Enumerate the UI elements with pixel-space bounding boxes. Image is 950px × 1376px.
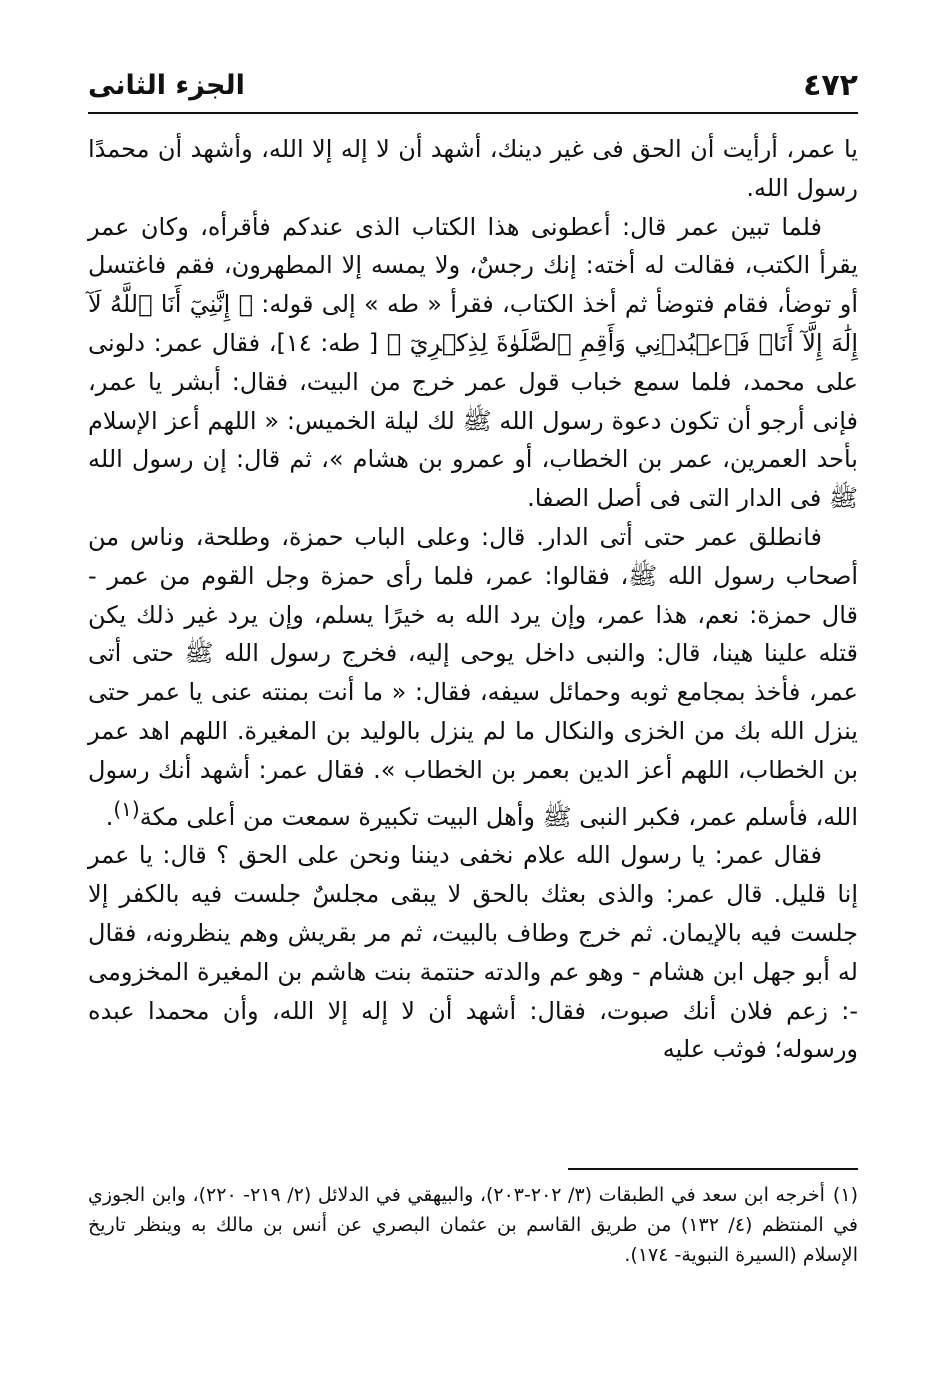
footnote-mark: (١) <box>832 1184 858 1206</box>
paragraph-text: فانطلق عمر حتى أتى الدار. قال: وعلى الباب حمزة، وطلحة، وناس من أصحاب رسول الله ﷺ، فقالوا: عمر، فلما رأى حمزة وجل القوم من عمر - قال حمزة: نعم، هذا عمر، وإن يرد الله به خيرًا يسلم، وإن يرد غير ذلك يكن قتله علينا هينا، قال: والنبى داخل يوحى إليه، فخرج رسول الله ﷺ حتى أتى عمر، فأخذ بمجامع ثوبه وحمائل سيفه، فقال: « ما أنت بمنته عنى يا عمر حتى ينزل الله بك من الخزى والنكال ما لم ينزل بالوليد بن المغيرة. اللهم اهد عمر بن الخطاب، اللهم أعز الدين بعمر بن الخطاب ». فقال عمر: أشهد أنك رسول الله، فأسلم عمر، فكبر النبى ﷺ وأهل البيت تكبيرة سمعت من أعلى مكة <box>88 522 858 831</box>
paragraph <box>88 836 858 1069</box>
footnote-text: أخرجه ابن سعد في الطبقات (٣/ ٢٠٢-٢٠٣)، والبيهقي في الدلائل (٢/ ٢١٩- ٢٢٠)، وابن الجوزي في المنتظم (٤/ ١٣٢) من طريق القاسم بن عثمان البصري عن أنس بن مالك به وينظر تاريخ الإسلام (السيرة النبوية- ١٧٤). <box>88 1184 858 1266</box>
footnote-reference: (١) <box>113 796 140 821</box>
paragraph <box>88 208 858 518</box>
running-title: الجزء الثانى <box>88 70 245 101</box>
header-rule <box>88 112 858 114</box>
page-header <box>88 66 858 106</box>
footnote-item <box>88 1180 858 1270</box>
paragraph <box>88 518 858 836</box>
footnotes <box>88 1180 858 1270</box>
paragraph-end-punctuation: . <box>105 802 114 831</box>
paragraph-text: فلما تبين عمر قال: أعطونى هذا الكتاب الذى عندكم فأقرأه، وكان عمر يقرأ الكتب، فقالت له أخته: إنك رجسٌ، ولا يمسه إلا المطهرون، فقم فاغتسل أو توضأ، فقام فتوضأ ثم أخذ الكتاب، فقرأ « طه » إلى قوله: ﴿ إِنَّنِيٓ أَنَا ٱللَّهُ لَآ إِلَٰهَ إِلَّآ أَنَا۠ فَٱعۡبُدۡنِي وَأَقِمِ ٱلصَّلَوٰةَ لِذِكۡرِيٓ ﴾ [ طه: ١٤]، فقال عمر: دلونى على محمد، فلما سمع خباب قول عمر خرج من البيت، فقال: أبشر يا عمر، فإنى أرجو أن تكون دعوة رسول الله ﷺ لك ليلة الخميس: « اللهم أعز الإسلام بأحد العمرين، عمر بن الخطاب، أو عمرو بن هشام »، ثم قال: إن رسول الله ﷺ فى الدار التى فى أصل الصفا. <box>88 212 859 513</box>
main-text <box>88 130 858 1069</box>
footnote-separator <box>568 1168 858 1170</box>
page-number: ٤٧٢ <box>803 68 858 103</box>
paragraph-text: فقال عمر: يا رسول الله علام نخفى ديننا ونحن على الحق ؟ قال: يا عمر إنا قليل. قال عمر: والذى بعثك بالحق لا يبقى مجلسٌ جلست فيه بالكفر إلا جلست فيه بالإيمان. ثم خرج وطاف بالبيت، ثم مر بقريش وهم ينظرونه، فقال له أبو جهل ابن هشام - وهو عم والدته حنتمة بنت هاشم بن المغيرة المخزومى -: زعم فلان أنك صبوت، فقال: أشهد أن لا إله إلا الله، وأن محمدا عبده ورسوله؛ فوثب عليه <box>88 841 858 1064</box>
paragraph: يا عمر، أرأيت أن الحق فى غير دينك، أشهد أن لا إله إلا الله، وأشهد أن محمدًا رسول الله. <box>88 135 858 202</box>
